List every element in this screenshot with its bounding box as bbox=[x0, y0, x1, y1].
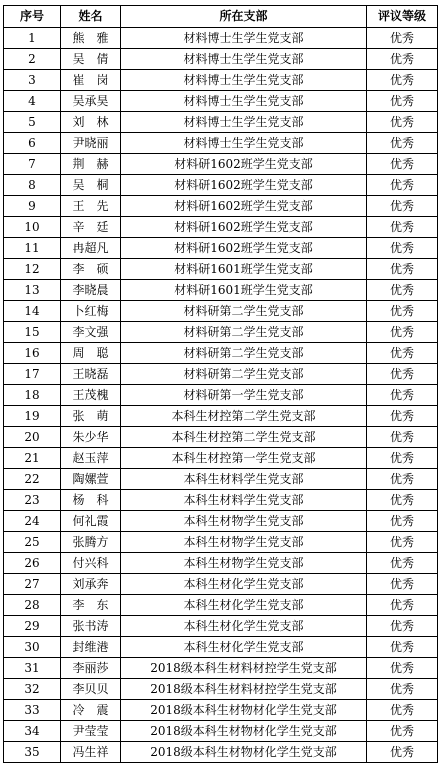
row-branch: 材料研1601班学生党支部 bbox=[121, 280, 367, 301]
row-grade: 优秀 bbox=[367, 49, 438, 70]
row-index: 24 bbox=[4, 511, 61, 532]
row-index: 2 bbox=[4, 49, 61, 70]
row-name: 崔 岗 bbox=[61, 70, 121, 91]
row-branch: 材料研1601班学生党支部 bbox=[121, 259, 367, 280]
row-index: 28 bbox=[4, 595, 61, 616]
row-branch: 2018级本科生材物材化学生党支部 bbox=[121, 742, 367, 763]
row-branch: 材料博士生学生党支部 bbox=[121, 70, 367, 91]
row-name: 李 东 bbox=[61, 595, 121, 616]
row-name: 吴 倩 bbox=[61, 49, 121, 70]
row-name: 朱少华 bbox=[61, 427, 121, 448]
row-branch: 2018级本科生材料材控学生党支部 bbox=[121, 658, 367, 679]
table-row bbox=[4, 658, 438, 679]
table-row bbox=[4, 196, 438, 217]
row-index: 3 bbox=[4, 70, 61, 91]
row-name: 辛 廷 bbox=[61, 217, 121, 238]
row-grade: 优秀 bbox=[367, 448, 438, 469]
row-branch: 材料研1602班学生党支部 bbox=[121, 175, 367, 196]
table-row bbox=[4, 616, 438, 637]
table-row bbox=[4, 574, 438, 595]
row-name: 李丽莎 bbox=[61, 658, 121, 679]
row-grade: 优秀 bbox=[367, 238, 438, 259]
row-name: 李晓晨 bbox=[61, 280, 121, 301]
row-grade: 优秀 bbox=[367, 154, 438, 175]
row-name: 赵玉萍 bbox=[61, 448, 121, 469]
row-grade: 优秀 bbox=[367, 658, 438, 679]
row-branch: 本科生材物学生党支部 bbox=[121, 511, 367, 532]
row-branch: 材料博士生学生党支部 bbox=[121, 112, 367, 133]
row-branch: 材料研1602班学生党支部 bbox=[121, 196, 367, 217]
row-grade: 优秀 bbox=[367, 679, 438, 700]
table-row bbox=[4, 133, 438, 154]
row-grade: 优秀 bbox=[367, 553, 438, 574]
row-index: 34 bbox=[4, 721, 61, 742]
row-index: 35 bbox=[4, 742, 61, 763]
row-index: 22 bbox=[4, 469, 61, 490]
row-index: 9 bbox=[4, 196, 61, 217]
row-grade: 优秀 bbox=[367, 91, 438, 112]
row-grade: 优秀 bbox=[367, 196, 438, 217]
row-grade: 优秀 bbox=[367, 343, 438, 364]
row-branch: 本科生材控第二学生党支部 bbox=[121, 427, 367, 448]
row-grade: 优秀 bbox=[367, 532, 438, 553]
table-row bbox=[4, 238, 438, 259]
row-name: 卜红梅 bbox=[61, 301, 121, 322]
table-row bbox=[4, 385, 438, 406]
row-name: 尹晓丽 bbox=[61, 133, 121, 154]
row-branch: 材料研第一学生党支部 bbox=[121, 385, 367, 406]
table-row bbox=[4, 343, 438, 364]
row-index: 29 bbox=[4, 616, 61, 637]
row-grade: 优秀 bbox=[367, 28, 438, 49]
row-name: 吴 桐 bbox=[61, 175, 121, 196]
row-index: 26 bbox=[4, 553, 61, 574]
row-name: 付兴科 bbox=[61, 553, 121, 574]
header-name: 姓名 bbox=[61, 6, 121, 28]
row-index: 8 bbox=[4, 175, 61, 196]
row-grade: 优秀 bbox=[367, 700, 438, 721]
row-index: 23 bbox=[4, 490, 61, 511]
table-row bbox=[4, 322, 438, 343]
evaluation-table bbox=[3, 5, 438, 763]
row-name: 冷 震 bbox=[61, 700, 121, 721]
row-grade: 优秀 bbox=[367, 280, 438, 301]
row-grade: 优秀 bbox=[367, 322, 438, 343]
row-grade: 优秀 bbox=[367, 175, 438, 196]
row-index: 15 bbox=[4, 322, 61, 343]
row-index: 4 bbox=[4, 91, 61, 112]
row-grade: 优秀 bbox=[367, 616, 438, 637]
row-index: 13 bbox=[4, 280, 61, 301]
row-grade: 优秀 bbox=[367, 301, 438, 322]
row-name: 刘 林 bbox=[61, 112, 121, 133]
table-row bbox=[4, 448, 438, 469]
row-index: 5 bbox=[4, 112, 61, 133]
table-row bbox=[4, 553, 438, 574]
row-index: 11 bbox=[4, 238, 61, 259]
row-name: 封维港 bbox=[61, 637, 121, 658]
table-row bbox=[4, 217, 438, 238]
row-index: 20 bbox=[4, 427, 61, 448]
row-branch: 本科生材化学生党支部 bbox=[121, 595, 367, 616]
row-index: 7 bbox=[4, 154, 61, 175]
row-branch: 材料博士生学生党支部 bbox=[121, 28, 367, 49]
table-row bbox=[4, 469, 438, 490]
table-row bbox=[4, 595, 438, 616]
row-grade: 优秀 bbox=[367, 469, 438, 490]
row-branch: 材料研1602班学生党支部 bbox=[121, 154, 367, 175]
row-branch: 材料博士生学生党支部 bbox=[121, 133, 367, 154]
table-row bbox=[4, 112, 438, 133]
row-name: 杨 科 bbox=[61, 490, 121, 511]
row-name: 李 硕 bbox=[61, 259, 121, 280]
table-row bbox=[4, 364, 438, 385]
row-index: 31 bbox=[4, 658, 61, 679]
row-grade: 优秀 bbox=[367, 133, 438, 154]
row-grade: 优秀 bbox=[367, 637, 438, 658]
row-branch: 材料研第二学生党支部 bbox=[121, 301, 367, 322]
row-branch: 本科生材物学生党支部 bbox=[121, 532, 367, 553]
table-row bbox=[4, 301, 438, 322]
row-branch: 材料研1602班学生党支部 bbox=[121, 238, 367, 259]
row-grade: 优秀 bbox=[367, 490, 438, 511]
table-row bbox=[4, 427, 438, 448]
row-index: 6 bbox=[4, 133, 61, 154]
row-branch: 本科生材物学生党支部 bbox=[121, 553, 367, 574]
row-index: 30 bbox=[4, 637, 61, 658]
row-grade: 优秀 bbox=[367, 112, 438, 133]
row-branch: 本科生材控第二学生党支部 bbox=[121, 406, 367, 427]
row-grade: 优秀 bbox=[367, 721, 438, 742]
row-index: 1 bbox=[4, 28, 61, 49]
table-row bbox=[4, 280, 438, 301]
row-grade: 优秀 bbox=[367, 595, 438, 616]
row-index: 27 bbox=[4, 574, 61, 595]
row-index: 19 bbox=[4, 406, 61, 427]
row-branch: 2018级本科生材物材化学生党支部 bbox=[121, 721, 367, 742]
row-index: 18 bbox=[4, 385, 61, 406]
row-grade: 优秀 bbox=[367, 217, 438, 238]
table-row bbox=[4, 154, 438, 175]
table-row bbox=[4, 679, 438, 700]
row-branch: 2018级本科生材料材控学生党支部 bbox=[121, 679, 367, 700]
row-index: 14 bbox=[4, 301, 61, 322]
table-row bbox=[4, 700, 438, 721]
row-name: 张书涛 bbox=[61, 616, 121, 637]
row-name: 张腾方 bbox=[61, 532, 121, 553]
row-name: 冉超凡 bbox=[61, 238, 121, 259]
row-name: 王晓磊 bbox=[61, 364, 121, 385]
row-name: 王茂槐 bbox=[61, 385, 121, 406]
row-grade: 优秀 bbox=[367, 511, 438, 532]
row-name: 吴承昊 bbox=[61, 91, 121, 112]
row-name: 李贝贝 bbox=[61, 679, 121, 700]
row-name: 张 萌 bbox=[61, 406, 121, 427]
header-row bbox=[4, 6, 438, 28]
row-branch: 材料研第二学生党支部 bbox=[121, 364, 367, 385]
row-grade: 优秀 bbox=[367, 259, 438, 280]
row-grade: 优秀 bbox=[367, 574, 438, 595]
header-index: 序号 bbox=[4, 6, 61, 28]
row-name: 李文强 bbox=[61, 322, 121, 343]
table-row bbox=[4, 28, 438, 49]
header-grade: 评议等级 bbox=[367, 6, 438, 28]
table-row bbox=[4, 259, 438, 280]
row-index: 32 bbox=[4, 679, 61, 700]
table-row bbox=[4, 406, 438, 427]
row-branch: 材料研1602班学生党支部 bbox=[121, 217, 367, 238]
row-index: 10 bbox=[4, 217, 61, 238]
table-row bbox=[4, 490, 438, 511]
row-name: 何礼霞 bbox=[61, 511, 121, 532]
table-row bbox=[4, 511, 438, 532]
row-name: 熊 雅 bbox=[61, 28, 121, 49]
row-branch: 本科生材料学生党支部 bbox=[121, 490, 367, 511]
row-grade: 优秀 bbox=[367, 427, 438, 448]
table-row bbox=[4, 637, 438, 658]
table-row bbox=[4, 721, 438, 742]
row-grade: 优秀 bbox=[367, 385, 438, 406]
row-index: 25 bbox=[4, 532, 61, 553]
row-name: 冯生祥 bbox=[61, 742, 121, 763]
row-index: 12 bbox=[4, 259, 61, 280]
table-body bbox=[4, 28, 438, 763]
row-grade: 优秀 bbox=[367, 364, 438, 385]
header-branch: 所在支部 bbox=[121, 6, 367, 28]
row-grade: 优秀 bbox=[367, 70, 438, 91]
row-branch: 材料博士生学生党支部 bbox=[121, 91, 367, 112]
row-index: 21 bbox=[4, 448, 61, 469]
row-name: 刘承奔 bbox=[61, 574, 121, 595]
row-branch: 材料博士生学生党支部 bbox=[121, 49, 367, 70]
table-row bbox=[4, 91, 438, 112]
row-branch: 2018级本科生材物材化学生党支部 bbox=[121, 700, 367, 721]
row-branch: 本科生材化学生党支部 bbox=[121, 616, 367, 637]
row-branch: 材料研第二学生党支部 bbox=[121, 343, 367, 364]
row-name: 荆 赫 bbox=[61, 154, 121, 175]
row-grade: 优秀 bbox=[367, 406, 438, 427]
row-branch: 材料研第二学生党支部 bbox=[121, 322, 367, 343]
row-branch: 本科生材控第一学生党支部 bbox=[121, 448, 367, 469]
table-row bbox=[4, 175, 438, 196]
table-row bbox=[4, 742, 438, 763]
row-branch: 本科生材化学生党支部 bbox=[121, 637, 367, 658]
row-branch: 本科生材化学生党支部 bbox=[121, 574, 367, 595]
row-branch: 本科生材料学生党支部 bbox=[121, 469, 367, 490]
row-index: 17 bbox=[4, 364, 61, 385]
row-name: 陶嫘萱 bbox=[61, 469, 121, 490]
row-index: 16 bbox=[4, 343, 61, 364]
table-row bbox=[4, 70, 438, 91]
table-row bbox=[4, 49, 438, 70]
row-grade: 优秀 bbox=[367, 742, 438, 763]
row-index: 33 bbox=[4, 700, 61, 721]
row-name: 尹莹莹 bbox=[61, 721, 121, 742]
row-name: 王 先 bbox=[61, 196, 121, 217]
table-row bbox=[4, 532, 438, 553]
row-name: 周 聪 bbox=[61, 343, 121, 364]
